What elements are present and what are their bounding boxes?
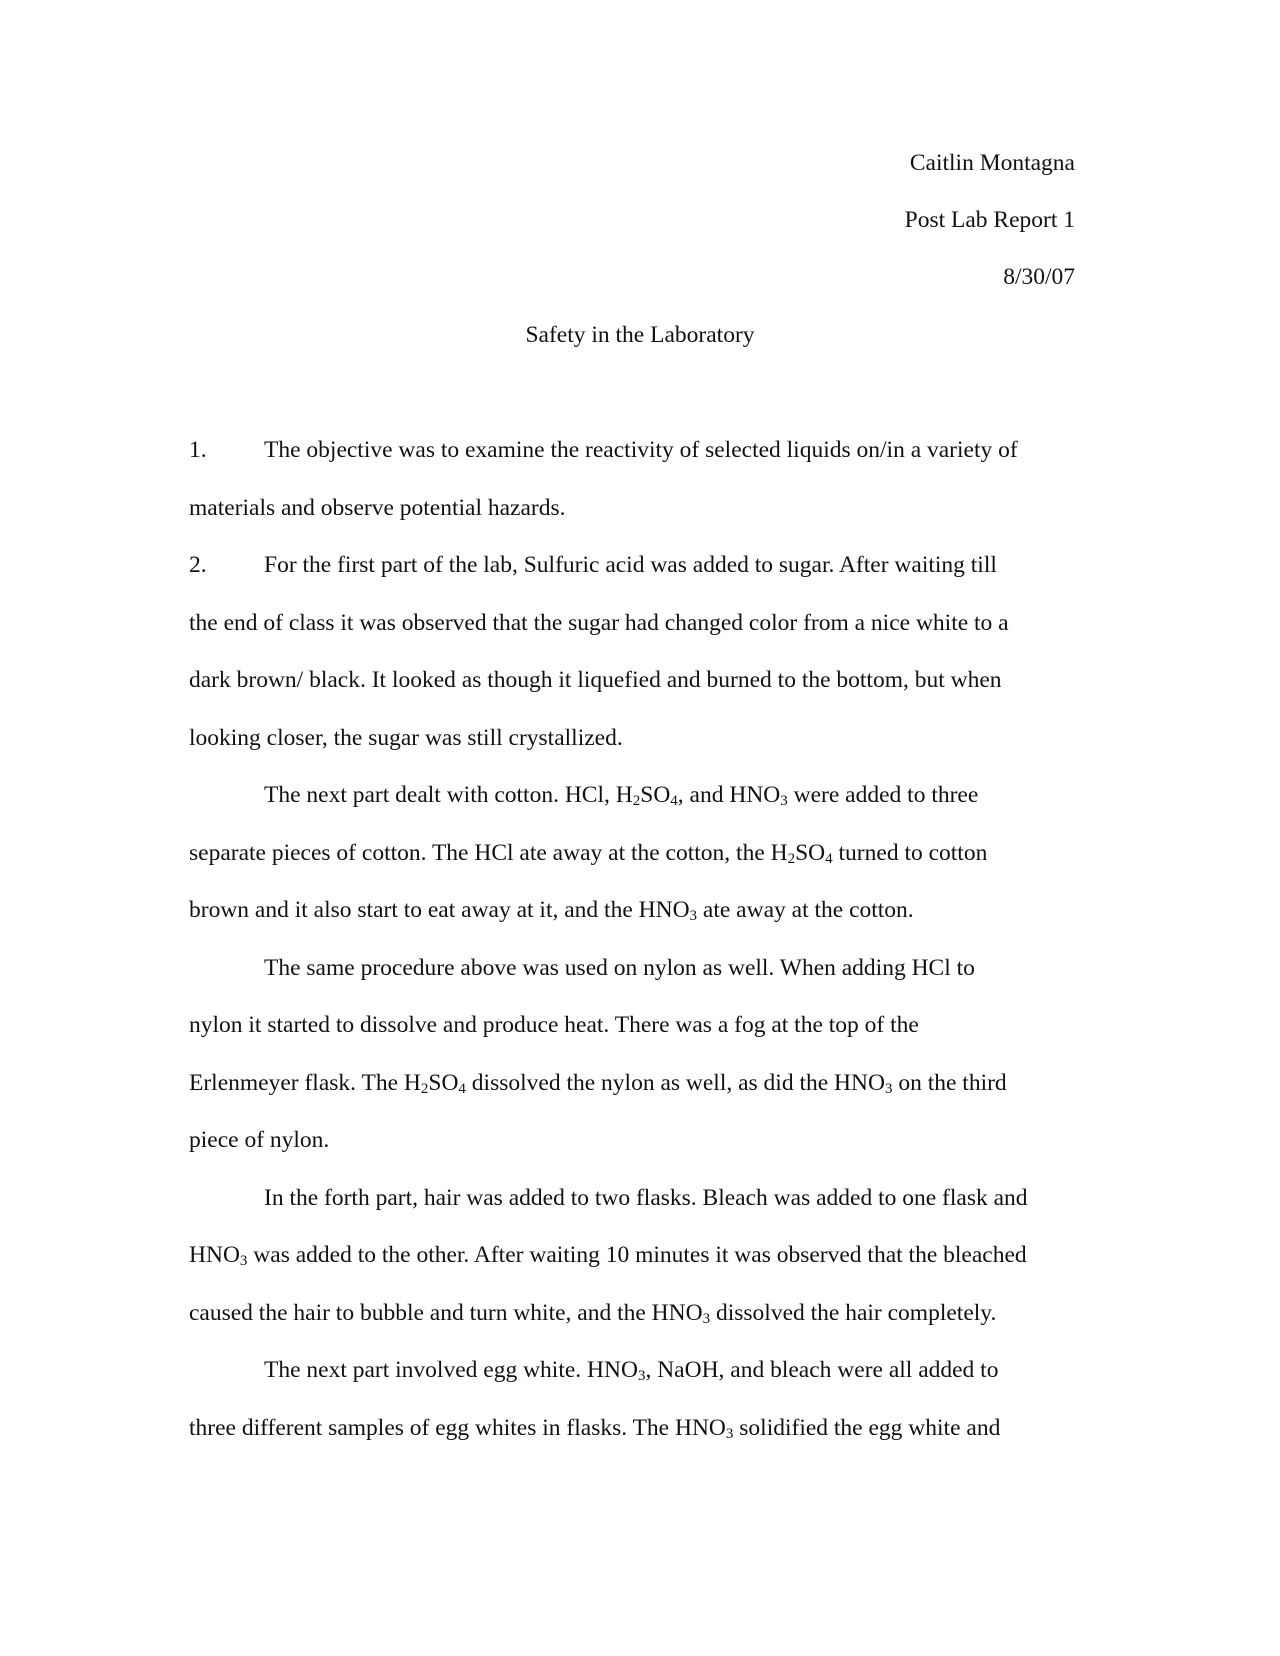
paragraph-line: brown and it also start to eat away at it, and the $HNO_3$ ate away at the cotton. xyxy=(189,897,914,924)
paragraph-line: The same procedure above was used on nylon as well. When adding HCl to xyxy=(264,955,975,981)
paragraph-line: looking closer, the sugar was still crystallized. xyxy=(189,725,623,751)
paragraph-line: the end of class it was observed that the sugar had changed color from a nice white to a xyxy=(189,610,1009,636)
paragraph-line: 1. The objective was to examine the reactivity of selected liquids on/in a variety of xyxy=(189,437,1018,463)
paragraph-line: three different samples of egg whites in flasks. The $HNO_3$ solidified the egg white and xyxy=(189,1415,1001,1442)
paragraph-line: In the forth part, hair was added to two flasks. Bleach was added to one flask and xyxy=(264,1185,1028,1211)
paragraph-line: $HNO_3$ was added to the other. After waiting 10 minutes it was observed that the bleached xyxy=(189,1242,1027,1269)
report-label: Post Lab Report 1 xyxy=(904,207,1075,233)
paragraph-line: Erlenmeyer flask. The $H_2SO_4$ dissolved the nylon as well, as did the $HNO_3$ on the third xyxy=(189,1070,1007,1097)
paragraph-line: materials and observe potential hazards. xyxy=(189,495,566,521)
document-title: Safety in the Laboratory xyxy=(525,322,755,348)
paragraph-line: 2. For the first part of the lab, Sulfuric acid was added to sugar. After waiting till xyxy=(189,552,997,578)
paragraph-line: caused the hair to bubble and turn white, and the $HNO_3$ dissolved the hair completely. xyxy=(189,1300,997,1327)
author-name: Caitlin Montagna xyxy=(909,150,1075,176)
paragraph-line: nylon it started to dissolve and produce heat. There was a fog at the top of the xyxy=(189,1012,919,1038)
report-date: 8/30/07 xyxy=(1003,264,1075,290)
paragraph-line: dark brown/ black. It looked as though it liquefied and burned to the bottom, but when xyxy=(189,667,1002,693)
paragraph-line: The next part involved egg white. $HNO_3$, NaOH, and bleach were all added to xyxy=(264,1357,999,1384)
paragraph-line: The next part dealt with cotton. HCl, $H_2SO_4$, and $HNO_3$ were added to three xyxy=(264,782,979,809)
paragraph-line: separate pieces of cotton. The HCl ate away at the cotton, the $H_2SO_4$ turned to cotton xyxy=(189,840,988,867)
item-number: 2. xyxy=(189,552,207,578)
paragraph-line: piece of nylon. xyxy=(189,1127,330,1153)
item-number: 1. xyxy=(189,437,207,463)
